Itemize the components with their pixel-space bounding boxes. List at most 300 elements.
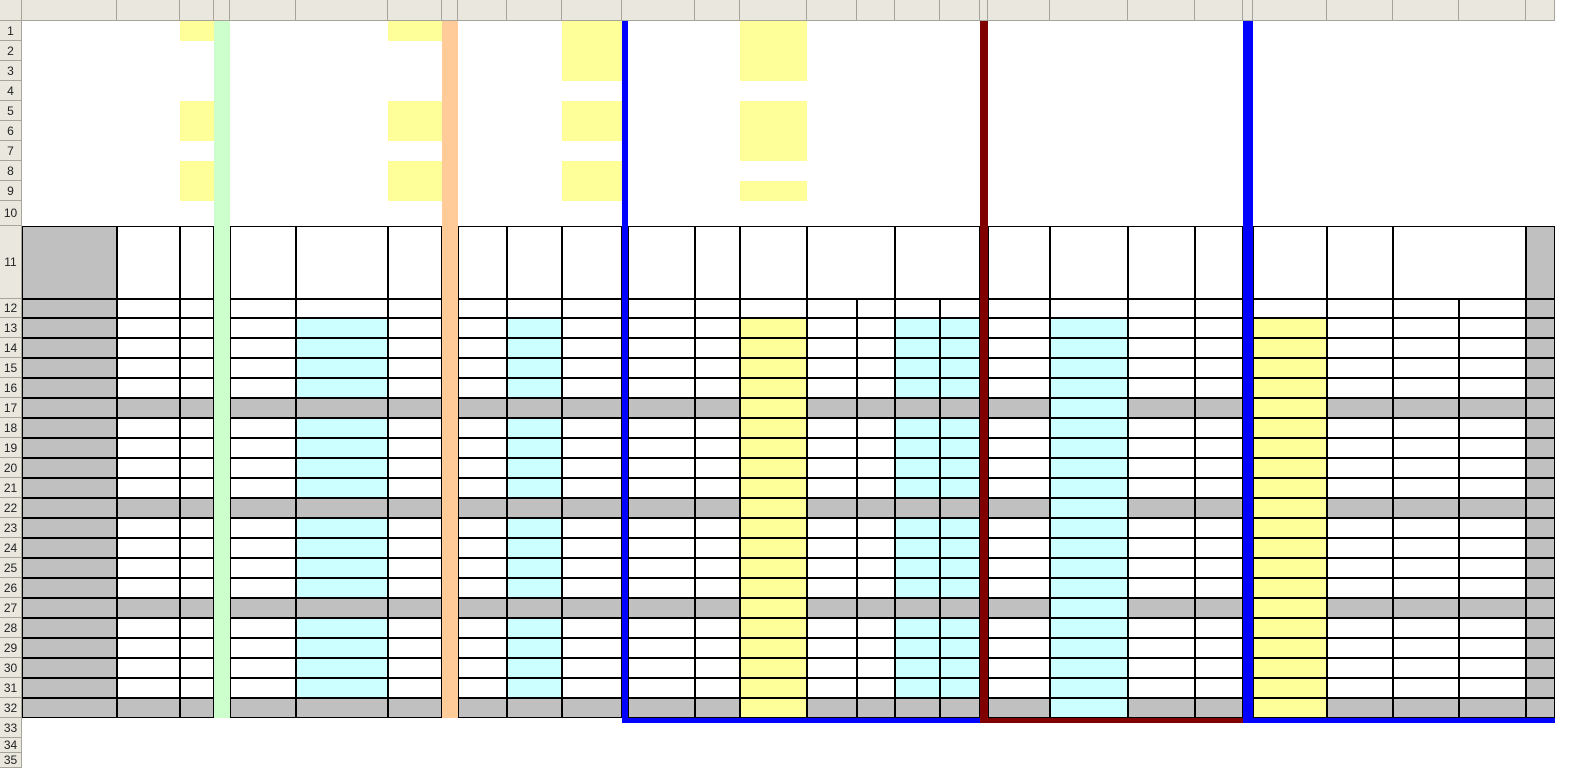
table-cell-K[interactable] (562, 678, 622, 698)
param-value[interactable] (740, 121, 807, 141)
table-cell-N[interactable] (695, 658, 740, 678)
table-cell-AD[interactable] (1526, 638, 1555, 658)
table-cell-O[interactable] (740, 458, 807, 478)
table-cell-R[interactable] (895, 378, 940, 398)
table-cell-K[interactable] (562, 338, 622, 358)
row-header-17[interactable]: 17 (0, 398, 22, 418)
row-header-4[interactable]: 4 (0, 81, 22, 101)
table-cell-AB[interactable] (1393, 458, 1459, 478)
column-header-C[interactable] (180, 0, 214, 21)
table-cell-A[interactable] (22, 378, 117, 398)
table-cell-Z[interactable] (1253, 378, 1327, 398)
table-cell-O[interactable] (740, 478, 807, 498)
table-cell-M[interactable] (628, 618, 695, 638)
table-cell-AA[interactable] (1327, 698, 1393, 718)
table-cell-AC[interactable] (1459, 438, 1526, 458)
column-header-N[interactable] (695, 0, 740, 21)
table-cell-S[interactable] (940, 418, 980, 438)
table-cell-X[interactable] (1195, 418, 1243, 438)
table-cell-M[interactable] (628, 498, 695, 518)
table-cell-W[interactable] (1128, 418, 1195, 438)
table-cell-B[interactable] (117, 558, 180, 578)
table-cell-V[interactable] (1050, 478, 1128, 498)
table-cell-M[interactable] (628, 518, 695, 538)
table-cell-Q[interactable] (857, 518, 895, 538)
row-header-9[interactable]: 9 (0, 181, 22, 201)
table-cell-Z[interactable] (1253, 618, 1327, 638)
table-cell-I[interactable] (458, 398, 507, 418)
table-cell-AB[interactable] (1393, 518, 1459, 538)
table-cell-P[interactable] (807, 618, 857, 638)
table-cell-V[interactable] (1050, 698, 1128, 718)
param-value[interactable] (562, 181, 622, 201)
table-cell-F[interactable] (296, 698, 388, 718)
table-cell-R[interactable] (895, 538, 940, 558)
table-cell-U[interactable] (988, 518, 1050, 538)
table-cell-N[interactable] (695, 378, 740, 398)
column-header-E[interactable] (230, 0, 296, 21)
table-cell-AC[interactable] (1459, 478, 1526, 498)
table-cell-G[interactable] (388, 538, 442, 558)
row-header-21[interactable]: 21 (0, 478, 22, 498)
table-cell-J[interactable] (507, 358, 562, 378)
table-cell-O[interactable] (740, 578, 807, 598)
table-cell-C[interactable] (180, 398, 214, 418)
table-cell-F[interactable] (296, 618, 388, 638)
table-cell-AB[interactable] (1393, 698, 1459, 718)
table-cell-S[interactable] (940, 578, 980, 598)
table-cell-G[interactable] (388, 338, 442, 358)
table-cell-J[interactable] (507, 478, 562, 498)
table-cell-M[interactable] (628, 438, 695, 458)
column-header-Q[interactable] (857, 0, 895, 21)
table-cell-AB[interactable] (1393, 538, 1459, 558)
table-cell-AD[interactable] (1526, 518, 1555, 538)
table-cell-V[interactable] (1050, 418, 1128, 438)
table-cell-K[interactable] (562, 418, 622, 438)
param-value[interactable] (740, 181, 807, 201)
table-cell-S[interactable] (940, 358, 980, 378)
table-cell-B[interactable] (117, 578, 180, 598)
table-cell-C[interactable] (180, 698, 214, 718)
table-cell-K[interactable] (562, 598, 622, 618)
param-value[interactable] (388, 161, 442, 181)
table-cell-V[interactable] (1050, 318, 1128, 338)
table-cell-B[interactable] (117, 398, 180, 418)
table-cell-W[interactable] (1128, 618, 1195, 638)
table-cell-V[interactable] (1050, 498, 1128, 518)
table-cell-K[interactable] (562, 498, 622, 518)
table-cell-Q[interactable] (857, 498, 895, 518)
table-cell-P[interactable] (807, 478, 857, 498)
param-value[interactable] (562, 161, 622, 181)
column-header-AB[interactable] (1393, 0, 1459, 21)
table-cell-F[interactable] (296, 498, 388, 518)
table-cell-W[interactable] (1128, 598, 1195, 618)
row-header-28[interactable]: 28 (0, 618, 22, 638)
column-header-H[interactable] (442, 0, 458, 21)
table-cell-E[interactable] (230, 558, 296, 578)
column-header-P[interactable] (807, 0, 857, 21)
table-cell-W[interactable] (1128, 698, 1195, 718)
table-cell-V[interactable] (1050, 658, 1128, 678)
table-cell-AA[interactable] (1327, 358, 1393, 378)
table-cell-G[interactable] (388, 358, 442, 378)
column-header-F[interactable] (296, 0, 388, 21)
table-cell-X[interactable] (1195, 438, 1243, 458)
table-cell-A[interactable] (22, 638, 117, 658)
column-header-O[interactable] (740, 0, 807, 21)
table-cell-S[interactable] (940, 398, 980, 418)
table-cell-AC[interactable] (1459, 458, 1526, 478)
table-cell-U[interactable] (988, 498, 1050, 518)
select-all-corner[interactable] (0, 0, 22, 21)
table-cell-Q[interactable] (857, 658, 895, 678)
table-cell-U[interactable] (988, 478, 1050, 498)
table-cell-A[interactable] (22, 538, 117, 558)
table-cell-X[interactable] (1195, 458, 1243, 478)
table-cell-F[interactable] (296, 678, 388, 698)
table-cell-Q[interactable] (857, 478, 895, 498)
table-cell-AB[interactable] (1393, 498, 1459, 518)
table-cell-AD[interactable] (1526, 698, 1555, 718)
table-cell-F[interactable] (296, 658, 388, 678)
table-cell-AA[interactable] (1327, 598, 1393, 618)
table-cell-C[interactable] (180, 678, 214, 698)
table-cell-U[interactable] (988, 578, 1050, 598)
table-cell-M[interactable] (628, 338, 695, 358)
table-cell-W[interactable] (1128, 558, 1195, 578)
table-cell-O[interactable] (740, 338, 807, 358)
table-cell-AC[interactable] (1459, 698, 1526, 718)
table-cell-V[interactable] (1050, 398, 1128, 418)
table-cell-C[interactable] (180, 638, 214, 658)
table-cell-I[interactable] (458, 458, 507, 478)
table-cell-Q[interactable] (857, 578, 895, 598)
table-cell-X[interactable] (1195, 698, 1243, 718)
table-cell-J[interactable] (507, 678, 562, 698)
table-cell-S[interactable] (940, 518, 980, 538)
table-cell-Q[interactable] (857, 358, 895, 378)
table-cell-X[interactable] (1195, 358, 1243, 378)
table-cell-AA[interactable] (1327, 498, 1393, 518)
table-cell-V[interactable] (1050, 518, 1128, 538)
table-cell-A[interactable] (22, 658, 117, 678)
table-cell-J[interactable] (507, 658, 562, 678)
table-cell-Z[interactable] (1253, 658, 1327, 678)
table-cell-G[interactable] (388, 498, 442, 518)
table-cell-M[interactable] (628, 378, 695, 398)
table-cell-B[interactable] (117, 478, 180, 498)
table-cell-Q[interactable] (857, 638, 895, 658)
table-cell-K[interactable] (562, 658, 622, 678)
table-cell-P[interactable] (807, 558, 857, 578)
table-cell-AA[interactable] (1327, 638, 1393, 658)
table-cell-G[interactable] (388, 678, 442, 698)
table-cell-B[interactable] (117, 418, 180, 438)
table-cell-O[interactable] (740, 678, 807, 698)
row-header-16[interactable]: 16 (0, 378, 22, 398)
table-cell-P[interactable] (807, 658, 857, 678)
table-cell-P[interactable] (807, 678, 857, 698)
table-cell-N[interactable] (695, 338, 740, 358)
param-value[interactable] (180, 101, 214, 121)
table-cell-G[interactable] (388, 658, 442, 678)
table-cell-X[interactable] (1195, 658, 1243, 678)
param-value[interactable] (388, 181, 442, 201)
table-cell-N[interactable] (695, 678, 740, 698)
table-cell-Q[interactable] (857, 538, 895, 558)
table-cell-V[interactable] (1050, 598, 1128, 618)
table-cell-X[interactable] (1195, 518, 1243, 538)
table-cell-I[interactable] (458, 358, 507, 378)
table-cell-E[interactable] (230, 498, 296, 518)
table-cell-G[interactable] (388, 558, 442, 578)
table-cell-X[interactable] (1195, 538, 1243, 558)
table-cell-A[interactable] (22, 518, 117, 538)
table-cell-AD[interactable] (1526, 318, 1555, 338)
table-cell-K[interactable] (562, 378, 622, 398)
table-cell-W[interactable] (1128, 678, 1195, 698)
table-cell-G[interactable] (388, 318, 442, 338)
table-cell-R[interactable] (895, 578, 940, 598)
table-cell-R[interactable] (895, 458, 940, 478)
table-cell-Z[interactable] (1253, 558, 1327, 578)
table-cell-C[interactable] (180, 578, 214, 598)
table-cell-R[interactable] (895, 638, 940, 658)
table-cell-C[interactable] (180, 538, 214, 558)
table-cell-Z[interactable] (1253, 698, 1327, 718)
table-cell-J[interactable] (507, 458, 562, 478)
column-header-T[interactable] (980, 0, 988, 21)
table-cell-V[interactable] (1050, 338, 1128, 358)
table-cell-Z[interactable] (1253, 438, 1327, 458)
table-cell-V[interactable] (1050, 558, 1128, 578)
table-cell-O[interactable] (740, 618, 807, 638)
table-cell-R[interactable] (895, 518, 940, 538)
table-cell-AB[interactable] (1393, 658, 1459, 678)
table-cell-AD[interactable] (1526, 338, 1555, 358)
table-cell-O[interactable] (740, 558, 807, 578)
table-cell-A[interactable] (22, 478, 117, 498)
table-cell-M[interactable] (628, 318, 695, 338)
param-value[interactable] (388, 101, 442, 121)
table-cell-AA[interactable] (1327, 438, 1393, 458)
table-cell-I[interactable] (458, 378, 507, 398)
table-cell-B[interactable] (117, 458, 180, 478)
table-cell-R[interactable] (895, 678, 940, 698)
table-cell-S[interactable] (940, 598, 980, 618)
row-header-35[interactable]: 35 (0, 753, 22, 768)
table-cell-V[interactable] (1050, 638, 1128, 658)
table-cell-AB[interactable] (1393, 578, 1459, 598)
table-cell-M[interactable] (628, 538, 695, 558)
table-cell-E[interactable] (230, 678, 296, 698)
table-cell-A[interactable] (22, 358, 117, 378)
table-cell-G[interactable] (388, 418, 442, 438)
column-header-AA[interactable] (1327, 0, 1393, 21)
table-cell-AD[interactable] (1526, 618, 1555, 638)
table-cell-X[interactable] (1195, 378, 1243, 398)
table-cell-P[interactable] (807, 538, 857, 558)
row-header-23[interactable]: 23 (0, 518, 22, 538)
row-header-24[interactable]: 24 (0, 538, 22, 558)
row-header-13[interactable]: 13 (0, 318, 22, 338)
table-cell-E[interactable] (230, 378, 296, 398)
column-header-AD[interactable] (1526, 0, 1555, 21)
table-cell-I[interactable] (458, 418, 507, 438)
table-cell-F[interactable] (296, 358, 388, 378)
table-cell-X[interactable] (1195, 478, 1243, 498)
table-cell-K[interactable] (562, 438, 622, 458)
table-cell-P[interactable] (807, 318, 857, 338)
table-cell-K[interactable] (562, 318, 622, 338)
table-cell-AA[interactable] (1327, 678, 1393, 698)
table-cell-E[interactable] (230, 398, 296, 418)
table-cell-V[interactable] (1050, 458, 1128, 478)
table-cell-AC[interactable] (1459, 538, 1526, 558)
table-cell-E[interactable] (230, 698, 296, 718)
table-cell-S[interactable] (940, 318, 980, 338)
table-cell-P[interactable] (807, 438, 857, 458)
table-cell-AB[interactable] (1393, 338, 1459, 358)
table-cell-R[interactable] (895, 358, 940, 378)
table-cell-B[interactable] (117, 438, 180, 458)
table-cell-E[interactable] (230, 438, 296, 458)
table-cell-F[interactable] (296, 598, 388, 618)
table-cell-Z[interactable] (1253, 458, 1327, 478)
table-cell-V[interactable] (1050, 578, 1128, 598)
table-cell-AA[interactable] (1327, 518, 1393, 538)
row-header-22[interactable]: 22 (0, 498, 22, 518)
row-header-5[interactable]: 5 (0, 101, 22, 121)
table-cell-J[interactable] (507, 538, 562, 558)
table-cell-A[interactable] (22, 598, 117, 618)
table-cell-U[interactable] (988, 598, 1050, 618)
table-cell-I[interactable] (458, 498, 507, 518)
table-cell-U[interactable] (988, 618, 1050, 638)
table-cell-J[interactable] (507, 558, 562, 578)
table-cell-AD[interactable] (1526, 598, 1555, 618)
table-cell-B[interactable] (117, 658, 180, 678)
table-cell-M[interactable] (628, 458, 695, 478)
table-cell-C[interactable] (180, 418, 214, 438)
table-cell-N[interactable] (695, 558, 740, 578)
row-header-2[interactable]: 2 (0, 41, 22, 61)
table-cell-AA[interactable] (1327, 538, 1393, 558)
table-cell-P[interactable] (807, 358, 857, 378)
table-cell-V[interactable] (1050, 678, 1128, 698)
table-cell-M[interactable] (628, 478, 695, 498)
table-cell-AD[interactable] (1526, 438, 1555, 458)
table-cell-W[interactable] (1128, 338, 1195, 358)
table-cell-AB[interactable] (1393, 358, 1459, 378)
column-header-W[interactable] (1128, 0, 1195, 21)
table-cell-P[interactable] (807, 498, 857, 518)
row-header-10[interactable]: 10 (0, 201, 22, 226)
table-cell-O[interactable] (740, 318, 807, 338)
table-cell-X[interactable] (1195, 678, 1243, 698)
table-cell-I[interactable] (458, 658, 507, 678)
table-cell-W[interactable] (1128, 518, 1195, 538)
table-cell-AB[interactable] (1393, 678, 1459, 698)
table-cell-N[interactable] (695, 598, 740, 618)
table-cell-X[interactable] (1195, 318, 1243, 338)
table-cell-X[interactable] (1195, 618, 1243, 638)
table-cell-R[interactable] (895, 398, 940, 418)
table-cell-O[interactable] (740, 658, 807, 678)
table-cell-C[interactable] (180, 478, 214, 498)
table-cell-F[interactable] (296, 338, 388, 358)
column-header-S[interactable] (940, 0, 980, 21)
row-header-12[interactable]: 12 (0, 299, 22, 318)
table-cell-J[interactable] (507, 338, 562, 358)
table-cell-V[interactable] (1050, 618, 1128, 638)
table-cell-X[interactable] (1195, 638, 1243, 658)
table-cell-AD[interactable] (1526, 658, 1555, 678)
table-cell-N[interactable] (695, 618, 740, 638)
table-cell-U[interactable] (988, 438, 1050, 458)
table-cell-P[interactable] (807, 458, 857, 478)
table-cell-U[interactable] (988, 318, 1050, 338)
table-cell-AC[interactable] (1459, 398, 1526, 418)
table-cell-I[interactable] (458, 478, 507, 498)
table-cell-C[interactable] (180, 658, 214, 678)
table-cell-X[interactable] (1195, 598, 1243, 618)
table-cell-K[interactable] (562, 638, 622, 658)
table-cell-K[interactable] (562, 358, 622, 378)
row-header-33[interactable]: 33 (0, 718, 22, 738)
table-cell-V[interactable] (1050, 538, 1128, 558)
column-header-J[interactable] (507, 0, 562, 21)
table-cell-AB[interactable] (1393, 558, 1459, 578)
table-cell-U[interactable] (988, 338, 1050, 358)
table-cell-A[interactable] (22, 498, 117, 518)
row-header-11[interactable]: 11 (0, 226, 22, 299)
table-cell-B[interactable] (117, 598, 180, 618)
table-cell-AB[interactable] (1393, 638, 1459, 658)
table-cell-G[interactable] (388, 478, 442, 498)
table-cell-F[interactable] (296, 438, 388, 458)
column-header-AC[interactable] (1459, 0, 1526, 21)
table-cell-U[interactable] (988, 418, 1050, 438)
table-cell-AD[interactable] (1526, 398, 1555, 418)
table-cell-O[interactable] (740, 638, 807, 658)
param-value[interactable] (740, 141, 807, 161)
table-cell-C[interactable] (180, 438, 214, 458)
table-cell-C[interactable] (180, 458, 214, 478)
table-cell-AA[interactable] (1327, 618, 1393, 638)
table-cell-P[interactable] (807, 578, 857, 598)
table-cell-G[interactable] (388, 598, 442, 618)
table-cell-M[interactable] (628, 638, 695, 658)
table-cell-P[interactable] (807, 518, 857, 538)
table-cell-W[interactable] (1128, 478, 1195, 498)
table-cell-M[interactable] (628, 578, 695, 598)
row-header-6[interactable]: 6 (0, 121, 22, 141)
table-cell-AA[interactable] (1327, 398, 1393, 418)
row-header-19[interactable]: 19 (0, 438, 22, 458)
table-cell-J[interactable] (507, 438, 562, 458)
table-cell-A[interactable] (22, 398, 117, 418)
table-cell-A[interactable] (22, 618, 117, 638)
table-cell-G[interactable] (388, 398, 442, 418)
table-cell-AA[interactable] (1327, 658, 1393, 678)
table-cell-AC[interactable] (1459, 638, 1526, 658)
row-header-20[interactable]: 20 (0, 458, 22, 478)
table-cell-AC[interactable] (1459, 598, 1526, 618)
table-cell-A[interactable] (22, 578, 117, 598)
